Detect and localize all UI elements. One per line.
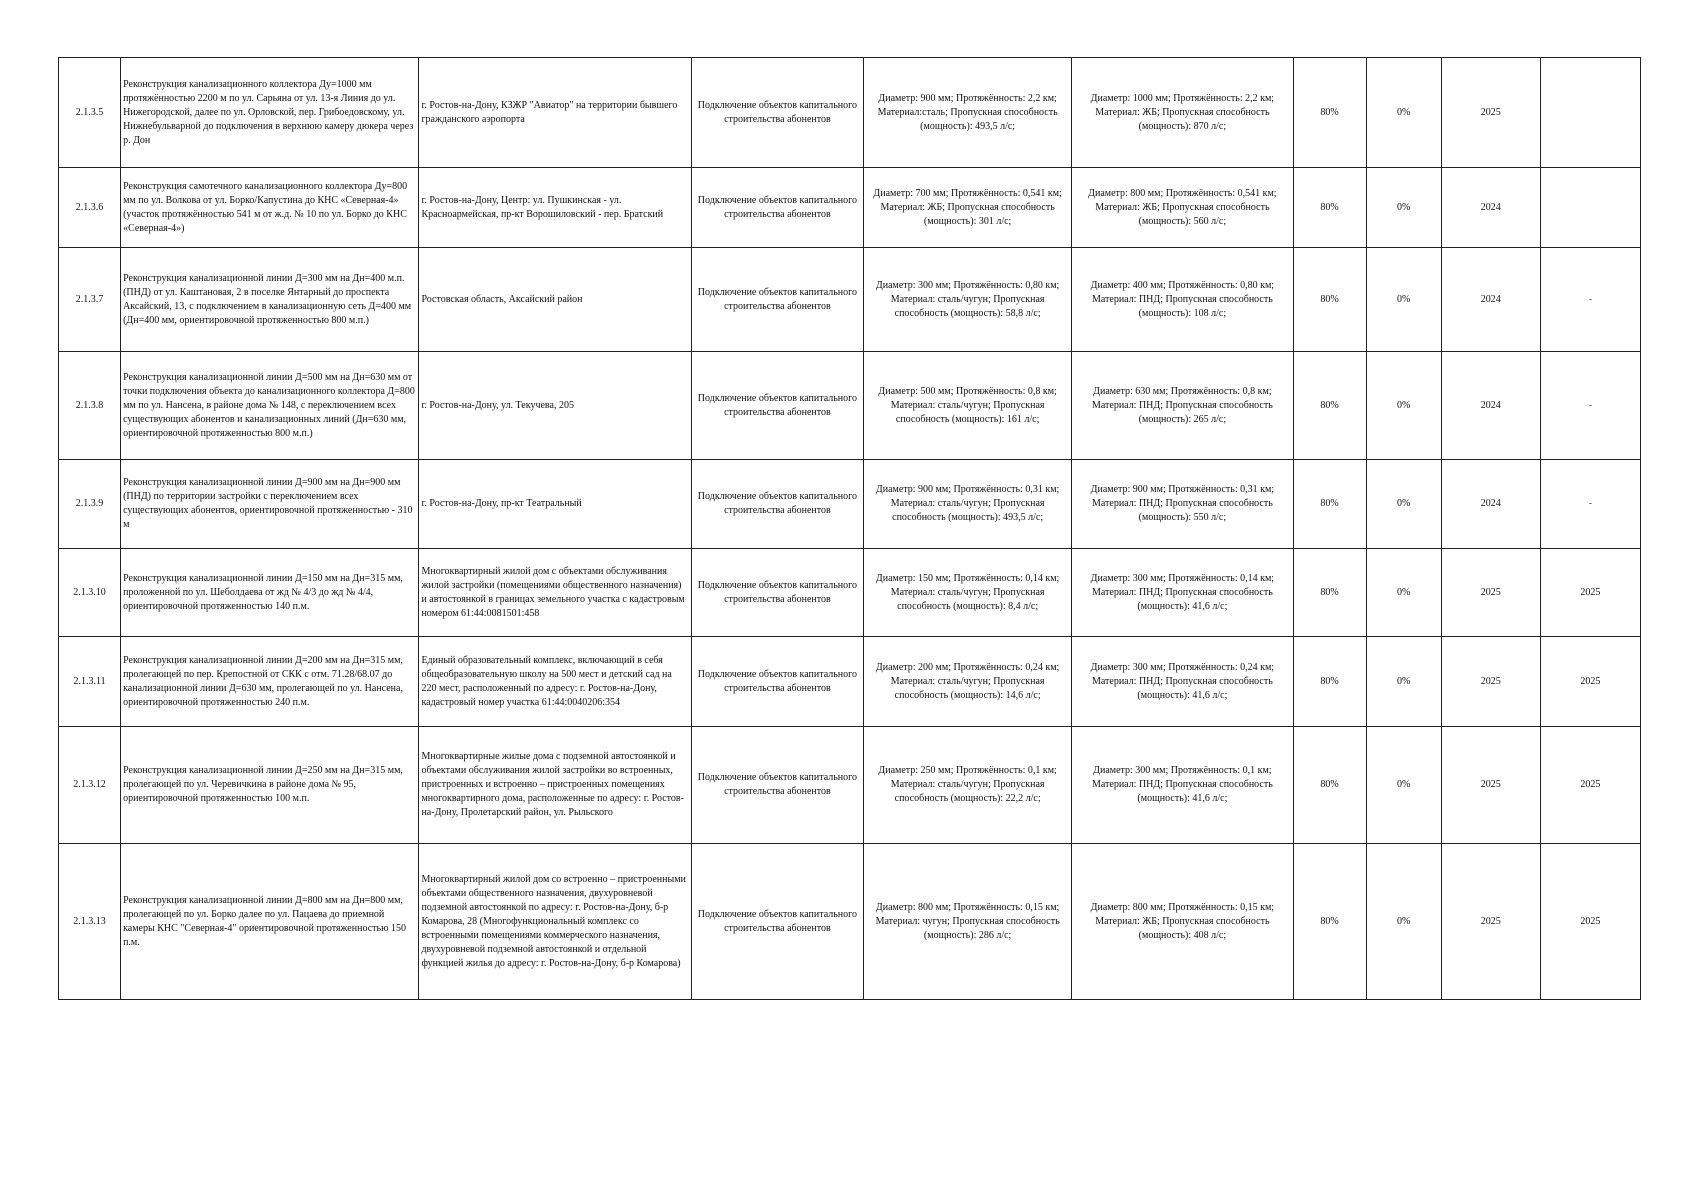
year-value-2 [1540,168,1640,248]
year-value-2: - [1540,248,1640,352]
object-location: г. Ростов-на-Дону, ул. Текучева, 205 [419,352,691,460]
percent-value-2: 0% [1366,637,1441,727]
percent-value-2: 0% [1366,844,1441,1000]
object-name: Реконструкция канализационной линии Д=200 мм на Дн=315 мм, пролегающей по пер. Крепостной от СКК с отм. 71.28/68.07 до канализационной линии Д=630 мм, пролегающей по ул. Нансена, ориентировочной протяженностью 240 п.м. [121,637,419,727]
characteristics-after: Диаметр: 300 мм; Протяжённость: 0,24 км; Материал: ПНД; Пропускная способность (мощность): 41,6 л/с; [1072,637,1293,727]
year-value-2: 2025 [1540,844,1640,1000]
table-row [59,248,1641,352]
object-purpose: Подключение объектов капитального строительства абонентов [691,727,863,844]
object-purpose: Подключение объектов капитального строительства абонентов [691,58,863,168]
characteristics-before: Диаметр: 900 мм; Протяжённость: 0,31 км; Материал: сталь/чугун; Пропускная способность (мощность): 493,5 л/с; [864,460,1072,549]
characteristics-after: Диаметр: 300 мм; Протяжённость: 0,1 км; Материал: ПНД; Пропускная способность (мощность): 41,6 л/с; [1072,727,1293,844]
object-purpose: Подключение объектов капитального строительства абонентов [691,352,863,460]
percent-value-2: 0% [1366,460,1441,549]
table-row [59,727,1641,844]
characteristics-before: Диаметр: 200 мм; Протяжённость: 0,24 км; Материал: сталь/чугун; Пропускная способность (мощность): 14,6 л/с; [864,637,1072,727]
row-number: 2.1.3.12 [59,727,121,844]
year-value-1: 2025 [1441,844,1540,1000]
object-name: Реконструкция самотечного канализационного коллектора Ду=800 мм по ул. Волкова от ул. Борко/Капустина до КНС «Северная-4» (участок протяжённостью 541 м от ж.д. № 10 по ул. Борко до КНС «Северная-4») [121,168,419,248]
row-number: 2.1.3.7 [59,248,121,352]
table-row [59,549,1641,637]
percent-value-2: 0% [1366,549,1441,637]
row-number: 2.1.3.8 [59,352,121,460]
percent-value-1: 80% [1293,460,1366,549]
object-location: Ростовская область, Аксайский район [419,248,691,352]
characteristics-after: Диаметр: 300 мм; Протяжённость: 0,14 км; Материал: ПНД; Пропускная способность (мощность): 41,6 л/с; [1072,549,1293,637]
percent-value-1: 80% [1293,58,1366,168]
characteristics-after: Диаметр: 900 мм; Протяжённость: 0,31 км; Материал: ПНД; Пропускная способность (мощность): 550 л/с; [1072,460,1293,549]
year-value-2: 2025 [1540,727,1640,844]
row-number: 2.1.3.13 [59,844,121,1000]
year-value-1: 2025 [1441,58,1540,168]
year-value-1: 2024 [1441,248,1540,352]
row-number: 2.1.3.11 [59,637,121,727]
characteristics-before: Диаметр: 300 мм; Протяжённость: 0,80 км; Материал: сталь/чугун; Пропускная способность (мощность): 58,8 л/с; [864,248,1072,352]
object-name: Реконструкция канализационной линии Д=250 мм на Дн=315 мм, пролегающей по ул. Черевичкина в районе дома № 95, ориентировочной протяженностью 100 м.п. [121,727,419,844]
characteristics-after: Диаметр: 630 мм; Протяжённость: 0,8 км; Материал: ПНД; Пропускная способность (мощность): 265 л/с; [1072,352,1293,460]
object-name: Реконструкция канализационной линии Д=150 мм на Дн=315 мм, проложенной по ул. Шеболдаева от жд № 4/3 до жд № 4/4, ориентировочной протяженностью 140 п.м. [121,549,419,637]
year-value-1: 2025 [1441,549,1540,637]
characteristics-after: Диаметр: 400 мм; Протяжённость: 0,80 км; Материал: ПНД; Пропускная способность (мощность): 108 л/с; [1072,248,1293,352]
percent-value-1: 80% [1293,727,1366,844]
year-value-1: 2025 [1441,637,1540,727]
object-purpose: Подключение объектов капитального строительства абонентов [691,460,863,549]
percent-value-1: 80% [1293,352,1366,460]
table-row [59,637,1641,727]
percent-value-1: 80% [1293,637,1366,727]
percent-value-2: 0% [1366,58,1441,168]
table-row [59,168,1641,248]
percent-value-1: 80% [1293,549,1366,637]
characteristics-before: Диаметр: 700 мм; Протяжённость: 0,541 км; Материал: ЖБ; Пропускная способность (мощность): 301 л/с; [864,168,1072,248]
object-purpose: Подключение объектов капитального строительства абонентов [691,248,863,352]
characteristics-before: Диаметр: 250 мм; Протяжённость: 0,1 км; Материал: сталь/чугун; Пропускная способность (мощность): 22,2 л/с; [864,727,1072,844]
object-location: Многоквартирные жилые дома с подземной автостоянкой и объектами обслуживания жилой застройки во встроенных, пристроенных и встроенно – пристроенных помещениях многоквартирного дома, расположенные по адресу: г. Ростов-на-Дону, Пролетарский район, ул. Рыльского [419,727,691,844]
year-value-1: 2024 [1441,460,1540,549]
object-name: Реконструкция канализационной линии Д=300 мм на Дн=400 м.п. (ПНД) от ул. Каштановая, 2 в поселке Янтарный до проспекта Аксайский, 13, с подключением в канализационную сеть Д=400 мм (Дн=400 мм, ориентировочной протяженностью 800 м.п.) [121,248,419,352]
year-value-2 [1540,58,1640,168]
year-value-2: - [1540,352,1640,460]
characteristics-before: Диаметр: 150 мм; Протяжённость: 0,14 км; Материал: сталь/чугун; Пропускная способность (мощность): 8,4 л/с; [864,549,1072,637]
object-name: Реконструкция канализационного коллектора Ду=1000 мм протяжённостью 2200 м по ул. Сарьяна от ул. 13-я Линия до ул. Нижегородской, далее по ул. Орловской, пер. Грибоедовскому, ул. Нижнебульварной до подключения в верхнюю камеру дюкера через р. Дон [121,58,419,168]
year-value-2: 2025 [1540,549,1640,637]
object-name: Реконструкция канализационной линии Д=500 мм на Дн=630 мм от точки подключения объекта до канализационного коллектора Д=800 мм по ул. Нансена, в районе дома № 148, с переключением всех существующих абонентов и канализационных линий (Дн=630 мм, ориентировочной протяженностью 800 м.п.) [121,352,419,460]
object-name: Реконструкция канализационной линии Д=800 мм на Дн=800 мм, пролегающей по ул. Борко далее по ул. Пацаева до приемной камеры КНС "Северная-4" ориентировочной протяженностью 150 п.м. [121,844,419,1000]
table-row [59,460,1641,549]
object-purpose: Подключение объектов капитального строительства абонентов [691,637,863,727]
percent-value-2: 0% [1366,168,1441,248]
object-location: г. Ростов-на-Дону, пр-кт Театральный [419,460,691,549]
percent-value-1: 80% [1293,168,1366,248]
characteristics-before: Диаметр: 900 мм; Протяжённость: 2,2 км; Материал:сталь; Пропускная способность (мощность): 493,5 л/с; [864,58,1072,168]
characteristics-before: Диаметр: 500 мм; Протяжённость: 0,8 км; Материал: сталь/чугун; Пропускная способность (мощность): 161 л/с; [864,352,1072,460]
year-value-2: 2025 [1540,637,1640,727]
object-location: Многоквартирный жилой дом с объектами обслуживания жилой застройки (помещениями общественного назначения) и автостоянкой в границах земельного участка с кадастровым номером 61:44:0081501:458 [419,549,691,637]
row-number: 2.1.3.5 [59,58,121,168]
year-value-2: - [1540,460,1640,549]
table-row [59,352,1641,460]
object-purpose: Подключение объектов капитального строительства абонентов [691,549,863,637]
table-row [59,844,1641,1000]
object-location: г. Ростов-на-Дону, КЗЖР "Авиатор" на территории бывшего гражданского аэропорта [419,58,691,168]
year-value-1: 2025 [1441,727,1540,844]
year-value-1: 2024 [1441,168,1540,248]
object-location: г. Ростов-на-Дону, Центр: ул. Пушкинская - ул. Красноармейская, пр-кт Ворошиловский - пер. Братский [419,168,691,248]
percent-value-1: 80% [1293,844,1366,1000]
object-purpose: Подключение объектов капитального строительства абонентов [691,168,863,248]
percent-value-1: 80% [1293,248,1366,352]
characteristics-before: Диаметр: 800 мм; Протяжённость: 0,15 км; Материал: чугун; Пропускная способность (мощность): 286 л/с; [864,844,1072,1000]
percent-value-2: 0% [1366,727,1441,844]
row-number: 2.1.3.10 [59,549,121,637]
object-name: Реконструкция канализационной линии Д=900 мм на Дн=900 мм (ПНД) по территории застройки с переключением всех существующих абонентов, ориентировочной протяженностью - 310 м [121,460,419,549]
row-number: 2.1.3.9 [59,460,121,549]
investment-program-table [58,57,1641,1000]
object-location: Многоквартирный жилой дом со встроенно – пристроенными объектами общественного назначения, двухуровневой подземной автостоянкой по адресу: г. Ростов-на-Дону, б-р Комарова, 28 (Многофункциональный комплекс со встроенными помещениями коммерческого назначения, двухуровневой подземной автостоянкой и отдельной функцией жилья до адресу: г. Ростов-на-Дону, б-р Комарова) [419,844,691,1000]
percent-value-2: 0% [1366,248,1441,352]
object-purpose: Подключение объектов капитального строительства абонентов [691,844,863,1000]
characteristics-after: Диаметр: 1000 мм; Протяжённость: 2,2 км; Материал: ЖБ; Пропускная способность (мощность): 870 л/с; [1072,58,1293,168]
characteristics-after: Диаметр: 800 мм; Протяжённость: 0,15 км; Материал: ЖБ; Пропускная способность (мощность): 408 л/с; [1072,844,1293,1000]
year-value-1: 2024 [1441,352,1540,460]
percent-value-2: 0% [1366,352,1441,460]
table-row [59,58,1641,168]
characteristics-after: Диаметр: 800 мм; Протяжённость: 0,541 км; Материал: ЖБ; Пропускная способность (мощность): 560 л/с; [1072,168,1293,248]
row-number: 2.1.3.6 [59,168,121,248]
object-location: Единый образовательный комплекс, включающий в себя общеобразовательную школу на 500 мест и детский сад на 220 мест, расположенный по адресу: г. Ростов-на-Дону, кадастровый номер участка 61:44:0040206:354 [419,637,691,727]
